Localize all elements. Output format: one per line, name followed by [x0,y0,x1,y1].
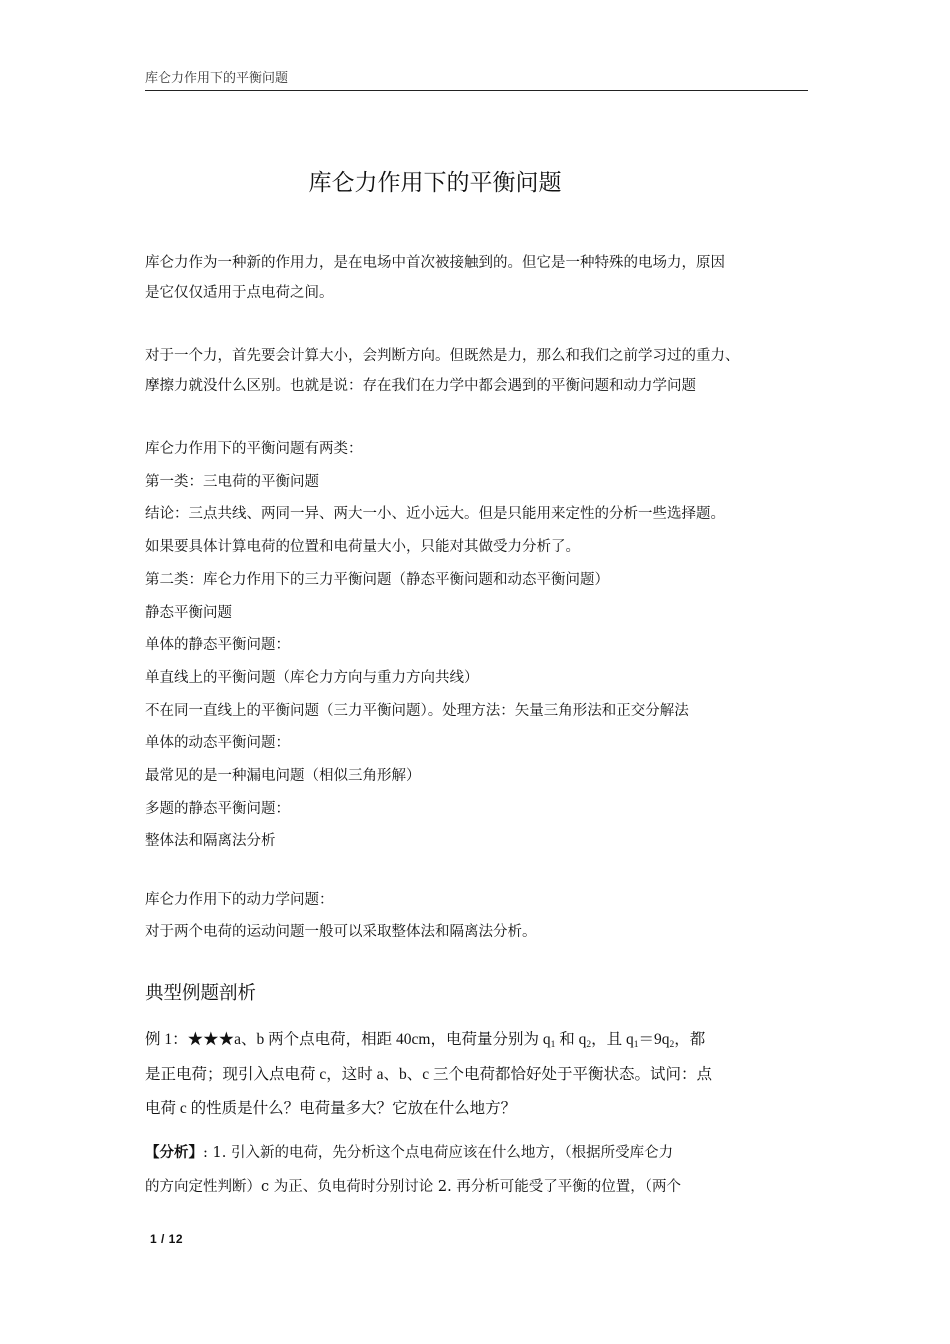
text-line: 对于一个力，首先要会计算大小，会判断方向。但既然是力，那么和我们之前学习过的重力、 [145,348,740,364]
analysis-tag: 【分析】 [145,1144,203,1161]
list-item: 第一类：三电荷的平衡问题 [145,473,319,490]
running-header: 库仑力作用下的平衡问题 [145,70,808,91]
example-line-2: 是正电荷；现引入点电荷 c，这时 a、b、c 三个电荷都恰好处于平衡状态。试问：点 [145,1065,713,1083]
intro-paragraph [145,248,810,308]
list-item: 单体的动态平衡问题： [145,735,290,752]
list-item: 结论：三点共线、两同一异、两大一小、近小远大。但是只能用来定性的分析一些选择题。 [145,506,725,523]
section-heading: 典型例题剖析 [145,983,257,1004]
list-item: 单直线上的平衡问题（库仑力方向与重力方向共线） [145,669,479,686]
balance-problems-list [145,433,810,858]
list-item: 整体法和隔离法分析 [145,833,276,850]
list-item: 库仑力作用下的动力学问题： [145,892,334,908]
list-item: 多题的静态平衡问题： [145,800,290,817]
analysis-line-1: 【分析】: 1. 引入新的电荷，先分析这个点电荷应该在什么地方，（根据所受库仑力 [145,1144,674,1161]
text-line: 库仑力作为一种新的作用力，是在电场中首次被接触到的。但它是一种特殊的电场力，原因 [145,255,725,271]
dynamics-problems-list [145,884,810,948]
analysis-paragraph [145,1136,757,1204]
example-line-1: 例 1：★★★a、b 两个点电荷，相距 40cm，电荷量分别为 $q_1$ 和 $q_2$，且 $q_1=9q_2$，都 [145,1031,706,1050]
list-item: 对于两个电荷的运动问题一般可以采取整体法和隔离法分析。 [145,924,537,940]
text-line: 是它仅仅适用于点电荷之间。 [145,285,334,301]
list-item: 最常见的是一种漏电问题（相似三角形解） [145,768,421,785]
document-title: 库仑力作用下的平衡问题 [308,170,562,196]
list-item: 静态平衡问题 [145,604,232,621]
page-number: 1 / 12 [150,1232,184,1246]
list-item: 第二类：库仑力作用下的三力平衡问题（静态平衡问题和动态平衡问题） [145,571,609,588]
example-1 [145,1023,757,1127]
list-item: 如果要具体计算电荷的位置和电荷量大小，只能对其做受力分析了。 [145,539,580,556]
list-item: 单体的静态平衡问题： [145,637,290,654]
text-line: 摩擦力就没什么区别。也就是说：存在我们在力学中都会遇到的平衡问题和动力学问题 [145,378,696,394]
list-item: 不在同一直线上的平衡问题（三力平衡问题）。处理方法：矢量三角形法和正交分解法 [145,702,689,719]
analysis-line-2: 的方向定性判断）c 为正、负电荷时分别讨论 2. 再分析可能受了平衡的位置，（两个 [145,1179,682,1195]
list-item: 库仑力作用下的平衡问题有两类： [145,441,363,457]
second-paragraph [145,341,810,401]
example-line-3: 电荷 c 的性质是什么？电荷量多大？它放在什么地方？ [145,1100,517,1117]
